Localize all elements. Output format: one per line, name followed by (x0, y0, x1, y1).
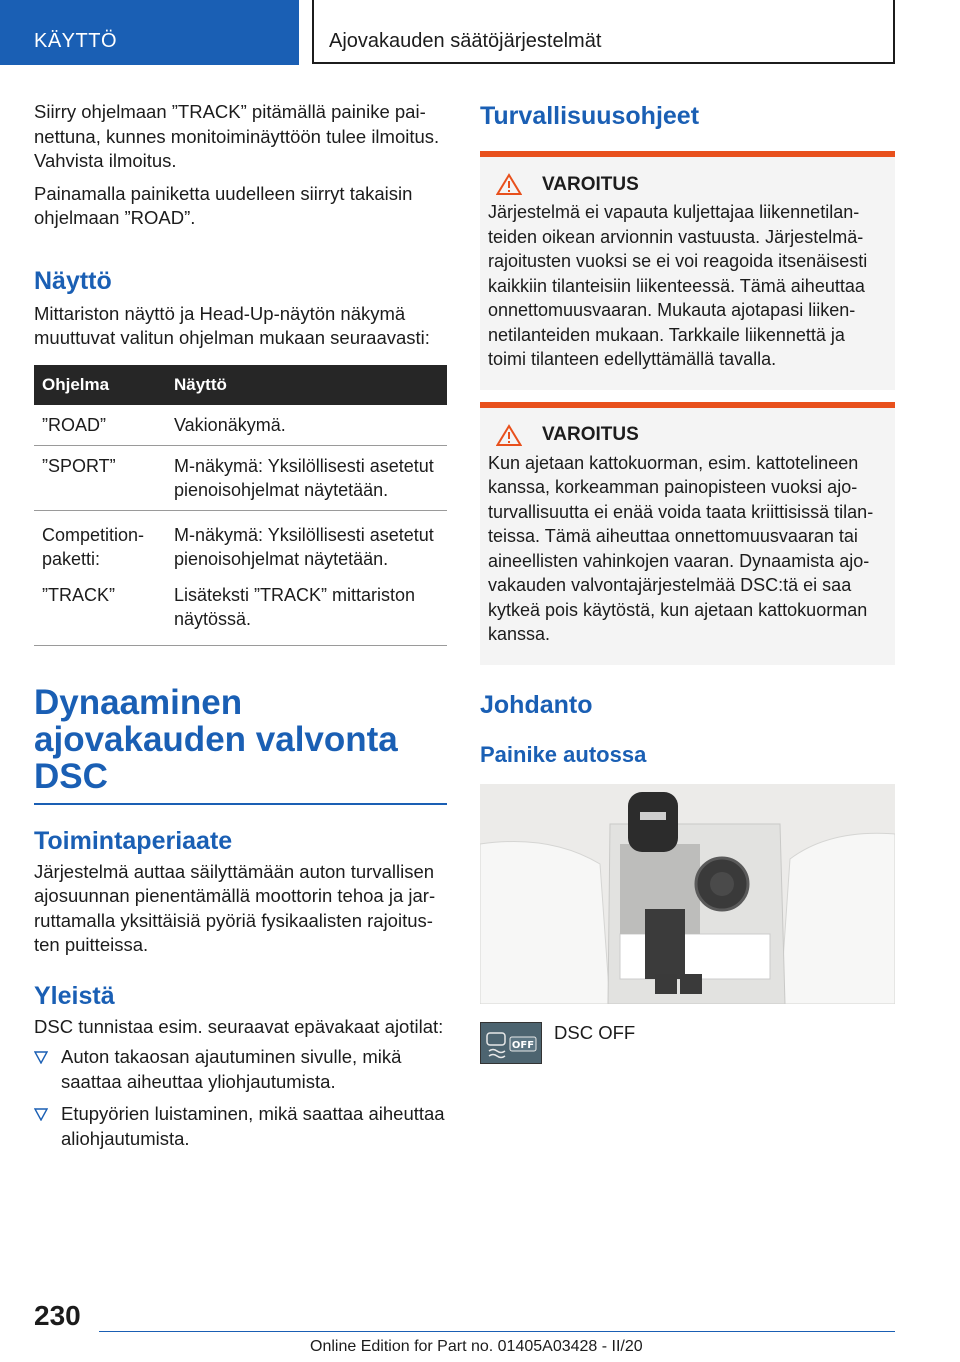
toimintaperiaate-heading: Toimintaperiaate (34, 826, 233, 855)
table-header-row (34, 365, 447, 405)
page-number: 230 (34, 1300, 81, 1331)
list-item (34, 1102, 447, 1151)
table-cell-display: Vakionäkymä. (166, 405, 447, 446)
table-header-display: Näyttö (166, 365, 447, 405)
table-row (34, 445, 447, 510)
dsc-icon-off-text: OFF (511, 1039, 535, 1051)
warning-box (480, 151, 895, 390)
chapter-title: Ajovakauden säätöjärjestelmät (329, 30, 602, 52)
table-cell-program: ”ROAD” (34, 405, 166, 446)
johdanto-heading: Johdanto (480, 690, 593, 719)
chapter-header (312, 0, 895, 64)
triangle-bullet-icon (34, 1050, 48, 1064)
dsc-heading: Dynaaminen ajovakauden valvonta DSC (34, 682, 398, 796)
list-item (34, 1045, 447, 1094)
dsc-off-row (480, 1022, 895, 1064)
unstable-conditions-list (34, 1045, 447, 1151)
safety-heading: Turvallisuusohjeet (480, 102, 700, 130)
left-column (34, 100, 447, 1159)
warning-box (480, 402, 895, 665)
warning-triangle-icon (496, 424, 522, 447)
toimintaperiaate-text: Järjestelmä auttaa säilyttämään auton turvallisen ajosuunnan pienentämällä moottorin tehoa ja jarruttamalla yksittäisiä pyöriä fysikaalisten rajoitusten puitteissa. (34, 860, 436, 955)
table-cell-display: M-näkymä: Yksilöllisesti asetetut pienoisohjelmat näytetään. (166, 445, 447, 510)
display-table (34, 365, 447, 646)
table-header-program: Ohjelma (34, 365, 166, 405)
warning-text: Kun ajetaan kattokuorman, esim. kattotelineen kanssa, korkeamman painopisteen vuoksi ajoturvallisuutta ei enää voida taata kriittisissä tilanteissa. Tämä aiheuttaa onnettomuusvaaran tai aineellisten vahinkojen vaaran. Dynaamista ajovakauden valvontajärjestelmää DSC:tä ei saa kytkeä pois käytöstä, kun ajetaan kattokuorman kanssa. (488, 452, 874, 644)
footer-divider (99, 1331, 895, 1332)
yleista-text: DSC tunnistaa esim. seuraavat epävakaat ajotilat: (34, 1015, 444, 1037)
warning-text: Järjestelmä ei vapauta kuljettajaa liikennetilanteiden oikean arvionnin vastuusta. Järjestelmärajoitusten vuoksi se ei voi reagoida itsenäisesti kaikkiin tilanteisiin liikenteessä. Tämä aiheuttaa onnettomuusvaaran. Mukauta ajotapasi liikennetilanteiden mukaan. Tarkkaile liikennettä ja toimi tilanteen edellyttämällä tavalla. (488, 202, 868, 369)
intro-paragraph-2: Painamalla painiketta uudelleen siirryt takaisin ohjelmaan ”ROAD”. (34, 182, 413, 228)
skid-car-icon (481, 1023, 541, 1063)
naytto-text: Mittariston näyttö ja Head-Up-näytön näkymä muuttuvat valitun ohjelman mukaan seuraavasti: (34, 302, 430, 348)
dsc-off-button-icon (480, 1022, 542, 1064)
section-tab (0, 0, 299, 65)
intro-paragraph-1: Siirry ohjelmaan ”TRACK” pitämällä painike painettuna, kunnes monitoiminäyttöön tulee ilmoitus. Vahvista ilmoitus. (34, 101, 440, 171)
painike-heading: Painike autossa (480, 741, 647, 767)
center-console-image (480, 784, 895, 1004)
list-item-text: Auton takaosan ajautuminen sivulle, mikä saattaa aiheuttaa yliohjautumista. (61, 1046, 402, 1092)
table-cell-program: Competition-paketti: (42, 524, 145, 569)
center-console-illustration (480, 784, 895, 1004)
right-column (480, 100, 895, 1064)
warning-triangle-icon (496, 173, 522, 196)
warning-title: VAROITUS (542, 173, 639, 195)
list-item-text: Etupyörien luistaminen, mikä saattaa aiheuttaa aliohjautumista. (61, 1103, 445, 1149)
table-cell-program: ”SPORT” (34, 445, 166, 510)
footer-edition: Online Edition for Part no. 01405A03428 - II/20 (310, 1338, 643, 1355)
table-cell-program: ”TRACK” (34, 579, 166, 646)
warning-header (496, 173, 887, 196)
naytto-heading: Näyttö (34, 266, 112, 295)
table-row (34, 405, 447, 446)
warning-header (496, 424, 887, 447)
section-label: KÄYTTÖ (34, 30, 118, 52)
dsc-off-label: DSC OFF (554, 1021, 636, 1043)
yleista-heading: Yleistä (34, 981, 115, 1010)
table-row (34, 510, 447, 579)
warning-title: VAROITUS (542, 424, 639, 445)
table-cell-display: M-näkymä: Yksilöllisesti asetetut pienoisohjelmat näytetään. (174, 524, 434, 569)
triangle-bullet-icon (34, 1107, 48, 1121)
dsc-title-block (34, 684, 447, 805)
table-cell-display: Lisäteksti ”TRACK” mittariston näytössä. (166, 579, 447, 646)
table-row (34, 579, 447, 646)
